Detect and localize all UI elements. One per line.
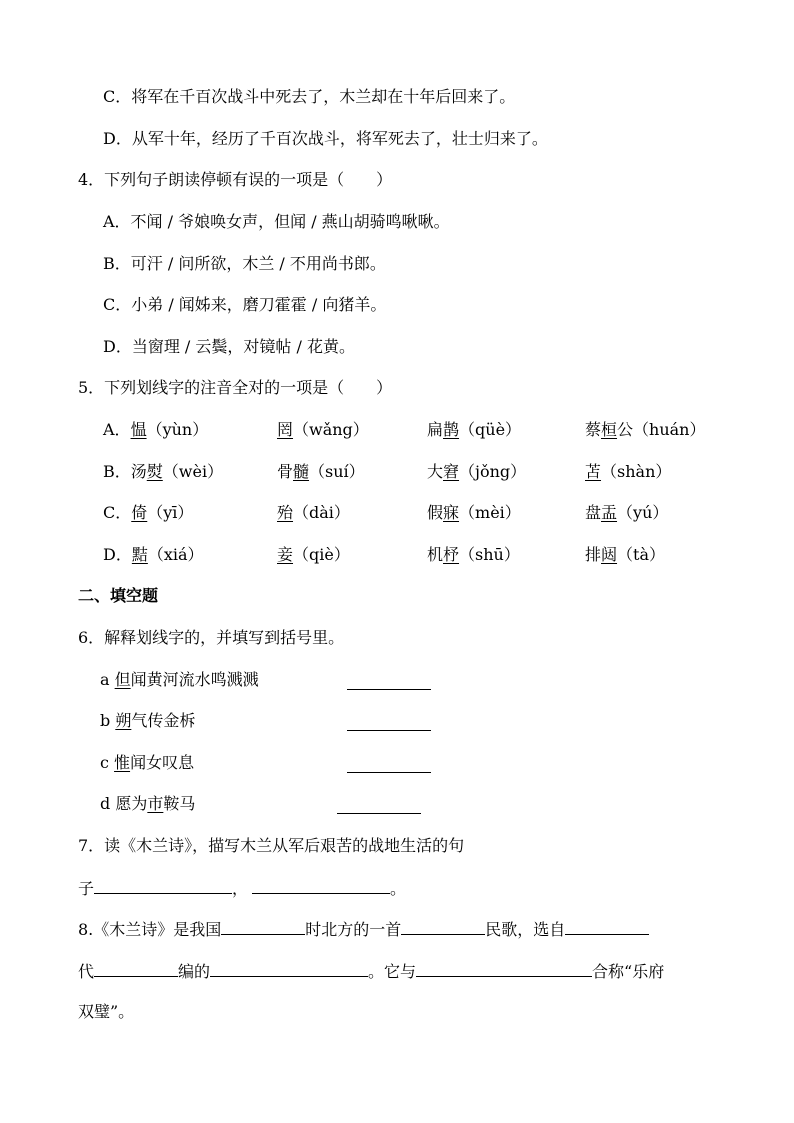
- q8-line-1: 8.《木兰诗》是我国 时北方的一首 民歌，选自: [78, 918, 649, 941]
- q5-d-3: 机杼（shū）: [427, 545, 520, 564]
- q7-stem: 7．读《木兰诗》，描写木兰从军后艰苦的战地生活的句: [78, 836, 465, 855]
- q8-blank-5[interactable]: [210, 960, 368, 977]
- q3-option-d: D．从军十年，经历了千百次战斗，将军死去了，壮士归来了。: [103, 129, 548, 148]
- q4-option-b: B．可汗 / 问所欲，木兰 / 不用尚书郎。: [103, 254, 386, 273]
- q6-blank-d[interactable]: [337, 797, 421, 814]
- q8-blank-4[interactable]: [94, 960, 178, 977]
- q5-a-3: 扁鹊（qüè）: [427, 420, 522, 439]
- q7-blank-2[interactable]: [252, 877, 390, 894]
- q8-blank-6[interactable]: [416, 960, 592, 977]
- q6-item-b: b 朔气传金柝: [100, 711, 196, 730]
- q4-option-a: A．不闻 / 爷娘唤女声，但闻 / 燕山胡骑鸣啾啾。: [103, 212, 450, 231]
- q5-a-1: A．愠（yùn）: [103, 420, 209, 439]
- q8-blank-2[interactable]: [401, 918, 485, 935]
- q6-item-a: a 但闻黄河流水鸣溅溅: [100, 670, 259, 689]
- q5-d-4: 排闼（tà）: [585, 545, 666, 564]
- q4-option-c: C．小弟 / 闻姊来，磨刀霍霍 / 向猪羊。: [103, 295, 387, 314]
- q5-stem: 5．下列划线字的注音全对的一项是（ ）: [78, 378, 393, 397]
- q6-stem: 6．解释划线字的，并填写到括号里。: [78, 628, 345, 647]
- q8-blank-1[interactable]: [221, 918, 305, 935]
- q6-item-d: d 愿为市鞍马: [100, 794, 196, 813]
- q5-d-1: D．黠（xiá）: [103, 545, 204, 564]
- q5-b-4: 苫（shàn）: [585, 462, 672, 481]
- q7-blank-1[interactable]: [94, 877, 232, 894]
- q7-answer-line: 子 ， 。: [78, 879, 407, 898]
- q4-option-d: D．当窗理 / 云鬓，对镜帖 / 花黄。: [103, 337, 355, 356]
- q6-item-c: c 惟闻女叹息: [100, 753, 195, 772]
- q6-blank-c[interactable]: [347, 756, 431, 773]
- q4-stem: 4．下列句子朗读停顿有误的一项是（ ）: [78, 170, 393, 189]
- q8-line-3: 双璧”。: [78, 1002, 135, 1021]
- q8-blank-3[interactable]: [565, 918, 649, 935]
- q6-blank-a[interactable]: [347, 673, 431, 690]
- q5-c-2: 殆（dài）: [277, 503, 350, 522]
- q5-b-3: 大窘（jǒng）: [427, 462, 527, 481]
- q5-a-2: 罔（wǎng）: [277, 420, 369, 439]
- q5-c-3: 假寐（mèi）: [427, 503, 521, 522]
- q3-option-c: C．将军在千百次战斗中死去了，木兰却在十年后回来了。: [103, 87, 516, 106]
- q6-blank-b[interactable]: [347, 714, 431, 731]
- q8-line-2: 代 编的 。它与 合称“乐府: [78, 962, 665, 981]
- q5-a-4: 蔡桓公（huán）: [585, 420, 706, 439]
- q5-b-1: B．汤熨（wèi）: [103, 462, 224, 481]
- q5-d-2: 妾（qiè）: [277, 545, 350, 564]
- section-title: 二、填空题: [78, 586, 159, 605]
- q5-c-1: C．倚（yī）: [103, 503, 194, 522]
- q5-b-2: 骨髓（suí）: [277, 462, 365, 481]
- q5-c-4: 盘盂（yú）: [585, 503, 669, 522]
